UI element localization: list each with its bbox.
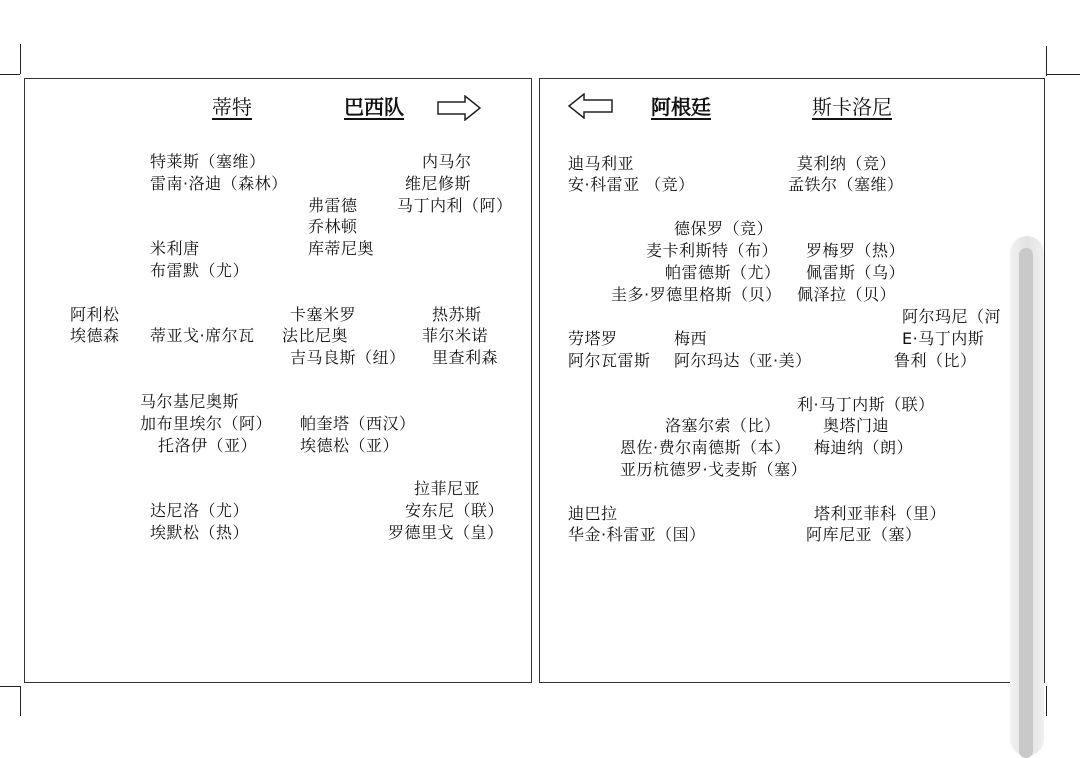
player-name: 洛塞尔索（比）	[665, 416, 781, 435]
player-name: 拉菲尼亚	[414, 479, 481, 498]
player-name: 圭多·罗德里格斯（贝）	[611, 285, 782, 304]
player-name: 帕雷德斯（尤）	[665, 263, 781, 282]
player-name: 安·科雷亚 （竞）	[568, 175, 695, 194]
player-name: 劳塔罗	[568, 329, 618, 348]
player-name: 埃德森	[70, 326, 120, 345]
player-name: 阿尔玛达（亚·美）	[674, 351, 812, 370]
player-name: 梅迪纳（朗）	[814, 438, 914, 457]
player-name: 迪马利亚	[568, 154, 635, 173]
player-name: 加布里埃尔（阿）	[140, 414, 273, 433]
player-name: 梅西	[674, 329, 708, 348]
player-name: 安东尼（联）	[405, 501, 505, 520]
player-name: 帕奎塔（西汉）	[300, 414, 416, 433]
crop-mark	[20, 44, 21, 74]
player-name: 维尼修斯	[405, 174, 472, 193]
crop-mark	[0, 74, 20, 75]
player-name: 弗雷德	[308, 196, 358, 215]
player-name: 托洛伊（亚）	[158, 436, 258, 455]
argentina-coach: 斯卡洛尼	[812, 95, 892, 119]
brazil-team-title: 巴西队	[344, 95, 404, 119]
player-name: 麦卡利斯特（布）	[646, 241, 779, 260]
crop-mark	[1046, 46, 1047, 76]
player-name: 蒂亚戈·席尔瓦	[150, 326, 255, 345]
player-name: 利·马丁内斯（联）	[797, 395, 935, 414]
player-name: 塔利亚菲科（里）	[814, 504, 947, 523]
player-name: 法比尼奥	[282, 326, 349, 345]
player-name: 内马尔	[422, 152, 472, 171]
player-name: 佩泽拉（贝）	[797, 285, 897, 304]
player-name: 罗德里戈（皇）	[388, 523, 504, 542]
right-arrow-icon	[437, 95, 481, 121]
player-name: 恩佐·费尔南德斯（本）	[620, 438, 791, 457]
brazil-coach: 蒂特	[212, 95, 252, 119]
player-name: 莫利纳（竞）	[797, 154, 897, 173]
crop-mark	[1046, 74, 1080, 75]
player-name: 达尼洛（尤）	[150, 501, 250, 520]
crop-mark	[20, 686, 21, 716]
player-name: 阿利松	[70, 305, 120, 324]
player-name: 亚历杭德罗·戈麦斯（塞）	[620, 460, 808, 479]
crop-mark	[1046, 686, 1047, 716]
player-name: 吉马良斯（纽）	[290, 348, 406, 367]
player-name: 布雷默（尤）	[150, 261, 250, 280]
player-name: 乔林顿	[308, 217, 358, 236]
player-name: 埃德松（亚）	[300, 436, 400, 455]
player-name: 奥塔门迪	[823, 416, 890, 435]
player-name: 埃默松（热）	[150, 523, 250, 542]
player-name: 阿库尼亚（塞）	[806, 525, 922, 544]
player-name: 热苏斯	[432, 305, 482, 324]
player-name: 孟铁尔（塞维）	[788, 175, 904, 194]
crop-mark	[0, 686, 20, 687]
player-name: 迪巴拉	[568, 504, 618, 523]
argentina-team-title: 阿根廷	[651, 95, 711, 119]
scrollbar-thumb[interactable]	[1019, 248, 1033, 758]
player-name: 雷南·洛迪（森林）	[150, 174, 288, 193]
left-arrow-icon	[567, 93, 613, 119]
player-name: 马尔基尼奥斯	[140, 392, 240, 411]
player-name: 米利唐	[150, 239, 200, 258]
player-name: 马丁内利（阿）	[397, 196, 513, 215]
player-name: 华金·科雷亚（国）	[568, 525, 706, 544]
player-name: 阿尔玛尼（河	[902, 307, 1002, 326]
player-name: E·马丁内斯	[902, 329, 985, 348]
player-name: 里查利森	[432, 348, 499, 367]
player-name: 鲁利（比）	[894, 351, 977, 370]
player-name: 佩雷斯（乌）	[806, 263, 906, 282]
player-name: 卡塞米罗	[290, 305, 357, 324]
player-name: 特莱斯（塞维）	[150, 152, 266, 171]
player-name: 库蒂尼奥	[308, 239, 375, 258]
player-name: 罗梅罗（热）	[806, 241, 906, 260]
player-name: 德保罗（竞）	[674, 219, 774, 238]
player-name: 阿尔瓦雷斯	[568, 351, 651, 370]
player-name: 菲尔米诺	[422, 326, 489, 345]
